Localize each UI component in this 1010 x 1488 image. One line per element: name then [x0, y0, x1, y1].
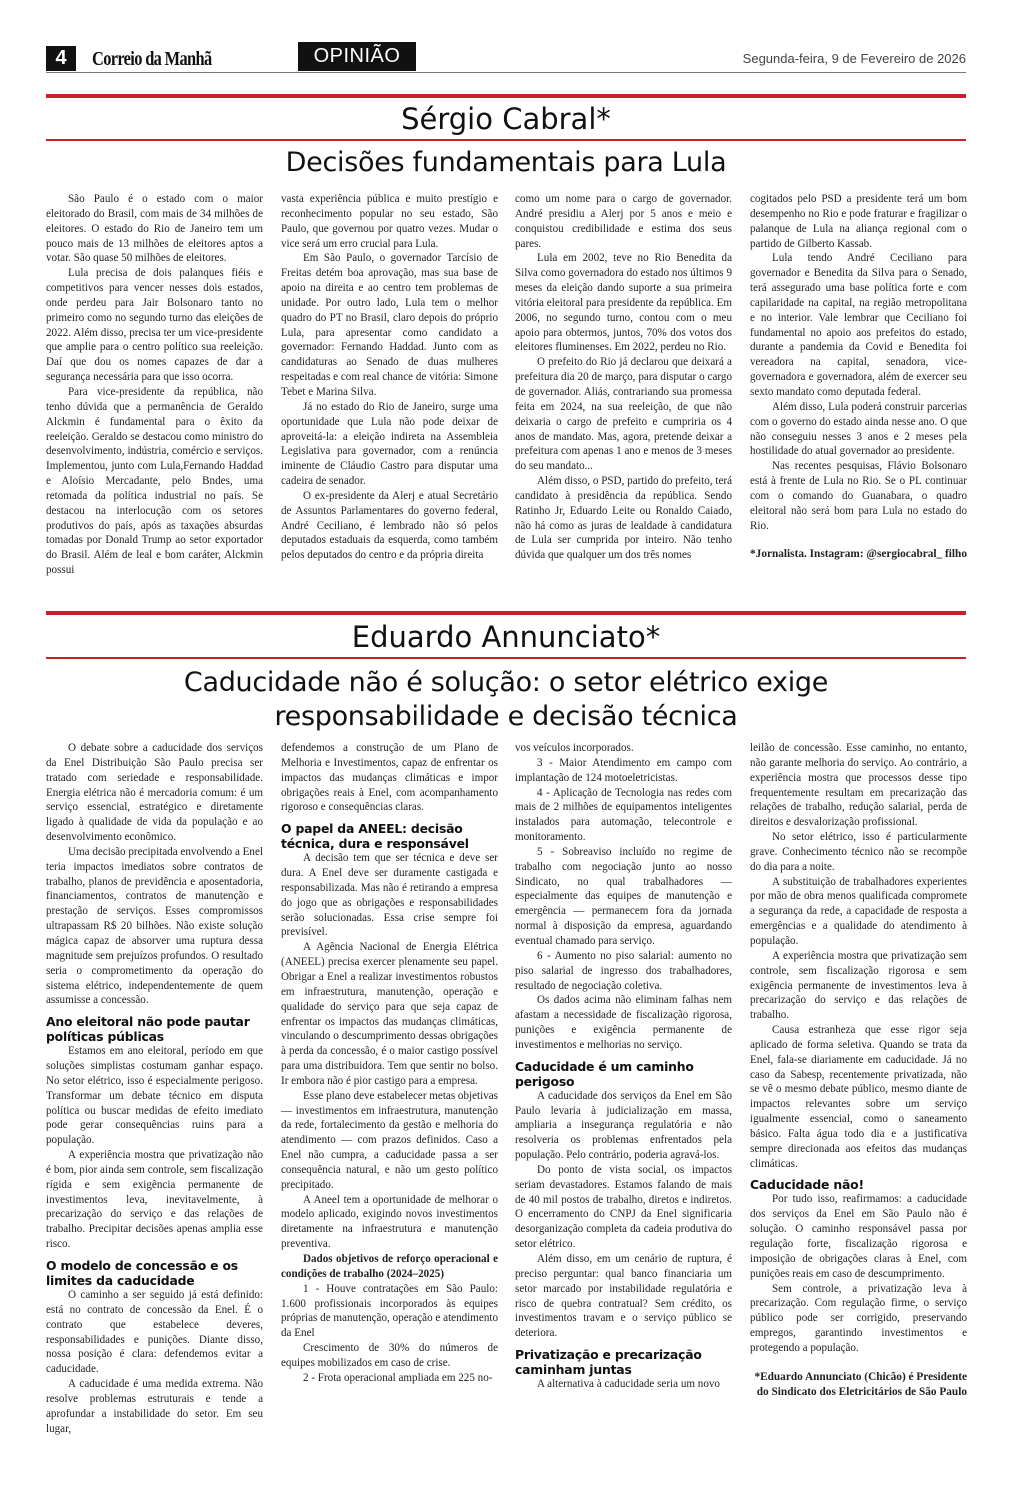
divider-rule: [46, 657, 966, 659]
article-1-headline: Decisões fundamentais para Lula: [285, 147, 727, 178]
author-signature: *Jornalista. Instagram: @sergiocabral_ filho: [750, 548, 967, 561]
paragraph: Causa estranheza que esse rigor seja aplicado de forma seletiva. Quando se trata da Enel, fala-se diariamente em caducidade. Já no caso da Sabesp, recentemente privatizada, não se vê o mesmo debate público, mesmo diante de impactos relevantes sobre um serviço igualmente essencial, como o saneamento básico. Falta água todo dia e a justificativa sempre direcionada aos efeitos das mudanças climáticas.: [750, 1024, 967, 1170]
paragraph: 6 - Aumento no piso salarial: aumento no piso salarial de ingresso dos trabalhadores, resultado de negociação coletiva.: [515, 949, 732, 992]
page-number: 4: [46, 46, 76, 71]
article-1-column-2: [281, 192, 498, 563]
paragraph: O caminho a ser seguido já está definido: está no contrato de concessão da Enel. É o contrato que estabelece deveres, responsabilidades e punições. Diante disso, nossa posição é clara: defendemos evitar a caducidade.: [46, 1289, 263, 1376]
paragraph: Já no estado do Rio de Janeiro, surge uma oportunidade que Lula não pode deixar de aproveitá-la: a eleição indireta na Assembleia Legislativa para governador, com a renúncia iminente de Cláudio Castro para disputar uma cadeira de senador.: [281, 400, 498, 488]
paragraph: 1 - Houve contratações em São Paulo: 1.600 profissionais incorporados às equipes próprias de manutenção, operação e atendimento da Enel: [281, 1282, 498, 1340]
article-2-column-1: [46, 741, 263, 1436]
article-1-author: Sérgio Cabral*: [401, 102, 611, 136]
divider-rule: [46, 611, 966, 615]
paragraph: A Aneel tem a oportunidade de melhorar o modelo aplicado, exigindo novos investimentos diretamente na infraestrutura e manutenção preventiva.: [281, 1193, 498, 1251]
bold-paragraph: Dados objetivos de reforço operacional e condições de trabalho (2024–2025): [281, 1253, 498, 1280]
paragraph: 4 - Aplicação de Tecnologia nas redes com mais de 2 milhões de equipamentos inteligentes instalados para automação, telecontrole e monitoramento.: [515, 786, 732, 844]
paragraph: O prefeito do Rio já declarou que deixará a prefeitura dia 20 de março, para disputar o cargo de governador. Aliás, contrariando sua promessa feita em 2024, na sua reeleição, de que não deixaria o cargo de prefeito e cumpriria os 4 anos de mandato. Mas, agora, pretende deixar a prefeitura com apenas 1 ano e menos de 3 meses do seu mandato...: [515, 356, 732, 473]
subheading: Caducidade não!: [750, 1177, 864, 1193]
paragraph: Além disso, Lula poderá construir parcerias com o governo do estado ainda nesse ano. O que não conseguiu nesses 3 anos e 2 meses pela hostilidade do atual governador ao presidente.: [750, 400, 967, 458]
paragraph: Do ponto de vista social, os impactos seriam devastadores. Estamos falando de mais de 40 mil postos de trabalho, diretos e indiretos. O encerramento do CNPJ da Enel significaria desorganização completa da cadeia produtiva do setor elétrico.: [515, 1163, 732, 1251]
article-2-headline: [46, 666, 966, 734]
paragraph: Nas recentes pesquisas, Flávio Bolsonaro está à frente de Lula no Rio. Se o PL continuar com o comando do Guanabara, o quadro eleitoral não será bom para Lula no estado do Rio.: [750, 460, 967, 532]
article-2-author: Eduardo Annunciato*: [351, 620, 661, 654]
subheading: O modelo de concessão e os limites da caducidade: [46, 1258, 238, 1288]
paragraph: Além disso, o PSD, partido do prefeito, terá candidato à presidência da república. Sendo Ratinho Jr, Eduardo Leite ou Ronaldo Caiado, não há como as juras de lealdade à candidatura de Lula ser cumprida por inteiro. Não tenho dúvida que qualquer um dos três nomes: [515, 475, 732, 562]
article-2-column-3: [515, 741, 732, 1392]
paragraph: A caducidade é uma medida extrema. Não resolve problemas estruturais e tende a aprofundar a instabilidade do setor. Em seu lugar,: [46, 1378, 263, 1435]
paragraph: O debate sobre a caducidade dos serviços da Enel Distribuição São Paulo precisa ser tratado com seriedade e responsabilidade. Energia elétrica não é mercadoria comum: é um serviço essencial, estratégico e diretamente ligado à qualidade de vida da população e ao desenvolvimento econômico.: [46, 742, 263, 844]
paragraph: A alternativa à caducidade seria um novo: [537, 1378, 720, 1391]
paragraph: No setor elétrico, isso é particularmente grave. Conhecimento técnico não se recompõe do dia para a noite.: [750, 831, 967, 873]
article-1-column-3: [515, 192, 732, 563]
paragraph: Os dados acima não eliminam falhas nem afastam a necessidade de fiscalização rigorosa, punições e exigência permanente de investimentos e melhorias no serviço.: [515, 994, 732, 1051]
paragraph-continued: vasta experiência pública e muito prestígio e reconhecimento popular no seu estado, São Paulo, que governou por quatro vezes. Mudar o vice será um erro crucial para Lula.: [281, 193, 498, 250]
paragraph: A substituição de trabalhadores experientes por mão de obra menos qualificada compromete a segurança da rede, a capacidade de resposta a emergências e a qualidade do atendimento à população.: [750, 875, 967, 947]
subheading: Caducidade é um caminho perigoso: [515, 1058, 694, 1089]
publication-date: Segunda-feira, 9 de Fevereiro de 2026: [742, 51, 966, 66]
paragraph: A caducidade dos serviços da Enel em São Paulo levaria à judicialização em massa, ampliaria a insegurança regulatória e não resolveria os problemas enfrentados pela população. Pelo contrário, poderia agravá-los.: [515, 1089, 732, 1162]
paragraph: A experiência mostra que privatização não é bom, pior ainda sem controle, sem fiscalização rígida e sem exigência permanente de investimentos leva, inevitavelmente, à precarização do serviço e das relações de trabalho. Precipitar decisões apenas amplia esse risco.: [46, 1149, 263, 1251]
headline-line-2: responsabilidade e decisão técnica: [274, 701, 738, 732]
paragraph: A Agência Nacional de Energia Elétrica (ANEEL) precisa exercer plenamente seu papel. Obrigar a Enel a realizar investimentos robustos em infraestrutura, manutenção, operação e qualidade do serviço para que seja capaz de enfrentar os impactos das mudanças climáticas, vinculando o descumprimento dessas obrigações à perda da concessão, é o maior castigo possível para uma distribuidora. Tem que sentir no bolso. Ir embora não é pior castigo para a empresa.: [281, 941, 498, 1087]
paragraph: Por tudo isso, reafirmamos: a caducidade dos serviços da Enel em São Paulo não é solução. O caminho responsável passa por regulação forte, fiscalização rigorosa e imposição de obrigações claras à Enel, com punições reais em caso de descumprimento.: [750, 1193, 967, 1280]
paragraph-continued: defendemos a construção de um Plano de Melhoria e Investimentos, capaz de enfrentar os impactos das mudanças climáticas e impor obrigações reais à Enel, com acompanhamento rigoroso e consequências claras.: [281, 742, 498, 814]
paragraph: Lula em 2002, teve no Rio Benedita da Silva como governadora do estado nos últimos 9 meses da eleição dando suporte a sua primeira vitória eleitoral para presidente da república. Em 2006, no segundo turno, contou com o meu apoio para obtermos, juntos, 70% dos votos dos eleitores fluminenses. Em 2022, perdeu no Rio.: [515, 252, 732, 354]
subheading: Ano eleitoral não pode pautar políticas públicas: [46, 1014, 250, 1045]
paragraph: Uma decisão precipitada envolvendo a Enel teria impactos imediatos sobre contratos de trabalho, planos de previdência e aposentadoria, financiamentos, contratos de manutenção e prestação de serviços. Esses compromissos ultrapassam R$ 20 bilhões. Não existe solução mágica capaz de absorver uma ruptura dessa magnitude sem prejuízos profundos. O resultado seria o comprometimento da operação do sistema elétrico, independentemente de quem assumisse a concessão.: [46, 845, 263, 1007]
divider-rule: [46, 139, 966, 141]
article-1-column-1: [46, 192, 263, 578]
headline-line-1: Caducidade não é solução: o setor elétrico exige: [183, 667, 829, 698]
paragraph-continued: leilão de concessão. Esse caminho, no entanto, não garante melhoria do serviço. Ao contrário, a experiência mostra que processos desse tipo frequentemente resultam em precarização das relações de trabalho, redução salarial, perda de direitos e desvalorização profissional.: [750, 742, 967, 829]
paragraph: Para vice-presidente da república, não tenho dúvida que a permanência de Geraldo Alckmin é fundamental para o êxito da reeleição. Geraldo se destacou como ministro do desenvolvimento, indústria, comércio e serviços. Implementou, junto com Lula,Fernando Haddad e Aloísio Mercadante, pelo Bndes, uma retomada da política industrial no país. Se destacou na interlocução com os setores produtivos do país, após as taxações absurdas tomadas por Donald Trump ao setor exportador do Brasil. Além de leal e bom caráter, Alckmin possui: [46, 385, 263, 577]
newspaper-logo: Correio da Manhã: [92, 48, 212, 70]
author-signature: *Eduardo Annunciato (Chicão) é Presidente do Sindicato dos Eletricitários de São Paulo: [754, 1370, 967, 1398]
article-1-column-4: [750, 192, 967, 562]
paragraph-continued: cogitados pelo PSD a presidente terá um bom desempenho no Rio e pode fraturar e fragilizar o palanque de Lula na aliança regional com o partido de Gilberto Kassab.: [750, 193, 967, 250]
paragraph: Crescimento de 30% do números de equipes mobilizados em caso de crise.: [281, 1342, 498, 1369]
article-2-column-2: [281, 741, 498, 1386]
section-label: OPINIÃO: [298, 42, 416, 71]
paragraph: São Paulo é o estado com o maior eleitorado do Brasil, com mais de 34 milhões de eleitores. O estado do Rio de Janeiro tem um pouco mais de 13 milhões de eleitores aptos a votar. São quase 50 milhões de eleitores.: [46, 193, 263, 265]
subheading: O papel da ANEEL: decisão técnica, dura e responsável: [281, 821, 469, 852]
paragraph: Em São Paulo, o governador Tarcísio de Freitas detém boa aprovação, mas sua base de apoio na direita e ao centro tem problemas de unidade. Por outro lado, Lula tem o melhor quadro do PT no Brasil, claro depois do próprio Lula, para apresentar como candidato a governador: Fernando Haddad. Junto com as candidaturas ao Senado de duas mulheres respeitadas e com real chance de vitória: Simone Tebet e Marina Silva.: [281, 252, 498, 398]
masthead: [46, 46, 966, 73]
paragraph: Estamos em ano eleitoral, período em que soluções simplistas costumam ganhar espaço. No setor elétrico, isso é especialmente perigoso. Transformar um debate técnico em disputa política ou buscar medidas de efeito imediato pode gerar consequências ruins para a população.: [46, 1045, 263, 1147]
paragraph: Lula tendo André Ceciliano para governador e Benedita da Silva para o Senado, terá assegurado uma base política forte e com capilaridade na capital, na região metropolitana e no interior. Vale lembrar que Ceciliano foi fundamental no apoio aos prefeitos do estado, durante a pandemia da Covid e Benedita foi vereadora na capital, senadora, vice-governadora e governadora, além de exercer seu sexto mandato como deputada federal.: [750, 252, 967, 398]
paragraph: 3 - Maior Atendimento em campo com implantação de 124 motoeletricistas.: [515, 756, 732, 784]
paragraph: 5 - Sobreaviso incluído no regime de trabalho com negociação junto ao nosso Sindicato, no qual trabalhadores — especialmente das equipes de manutenção e emergência — permanecem fora da jornada normal à disposição da empresa, aguardando eventual chamado para serviço.: [515, 845, 732, 947]
paragraph: Além disso, em um cenário de ruptura, é preciso perguntar: qual banco financiaria um setor marcado por instabilidade regulatória e risco de quebra contratual? Sem crédito, os investimentos travam e o serviço público se deteriora.: [515, 1253, 732, 1340]
paragraph: Esse plano deve estabelecer metas objetivas — investimentos em infraestrutura, manutenção da rede, fortalecimento da gestão e melhoria do atendimento — com prazos definidos. Caso a Enel não cumpra, a caducidade passa a ser consequência natural, e não um gesto político precipitado.: [281, 1089, 498, 1191]
paragraph-continued: como um nome para o cargo de governador. André presidiu a Alerj por 5 anos e meio e conquistou credibilidade e estima dos seus pares.: [515, 193, 732, 250]
subheading: Privatização e precarização caminham juntas: [515, 1347, 702, 1378]
paragraph: A experiência mostra que privatização sem controle, sem fiscalização rigorosa e sem exigência permanente de investimentos leva à precarização do serviço e das relações de trabalho.: [750, 949, 967, 1022]
paragraph-continued: vos veículos incorporados.: [515, 742, 634, 754]
divider-rule: [46, 94, 966, 98]
paragraph: Lula precisa de dois palanques fiéis e competitivos para vencer nesses dois estados, onde perdeu para Jair Bolsonaro tanto no primeiro como no segundo turno das eleições de 2022. Além disso, precisa ter um vice-presidente que amplie para o centro político sua reeleição. Daí que dou os nomes capazes de dar a segurança necessária para que isso ocorra.: [46, 267, 263, 384]
paragraph: 2 - Frota operacional ampliada em 225 no-: [303, 1371, 493, 1384]
paragraph: Sem controle, a privatização leva à precarização. Com regulação firme, o serviço público pode ser corrigido, preservando empregos, garantindo investimentos e protegendo a população.: [750, 1282, 967, 1354]
paragraph: O ex-presidente da Alerj e atual Secretário de Assuntos Parlamentares do governo federal, André Ceciliano, é lembrado não só pelos deputados estaduais da esquerda, como também pelos deputados do centro e da própria direita: [281, 489, 498, 562]
paragraph: A decisão tem que ser técnica e deve ser dura. A Enel deve ser duramente castigada e responsabilizada. Mas não é retirando a empresa do jogo que as obrigações e responsabilidades serão solucionadas. Essa crise sempre foi previsível.: [281, 852, 498, 939]
article-2-column-4: [750, 741, 967, 1399]
